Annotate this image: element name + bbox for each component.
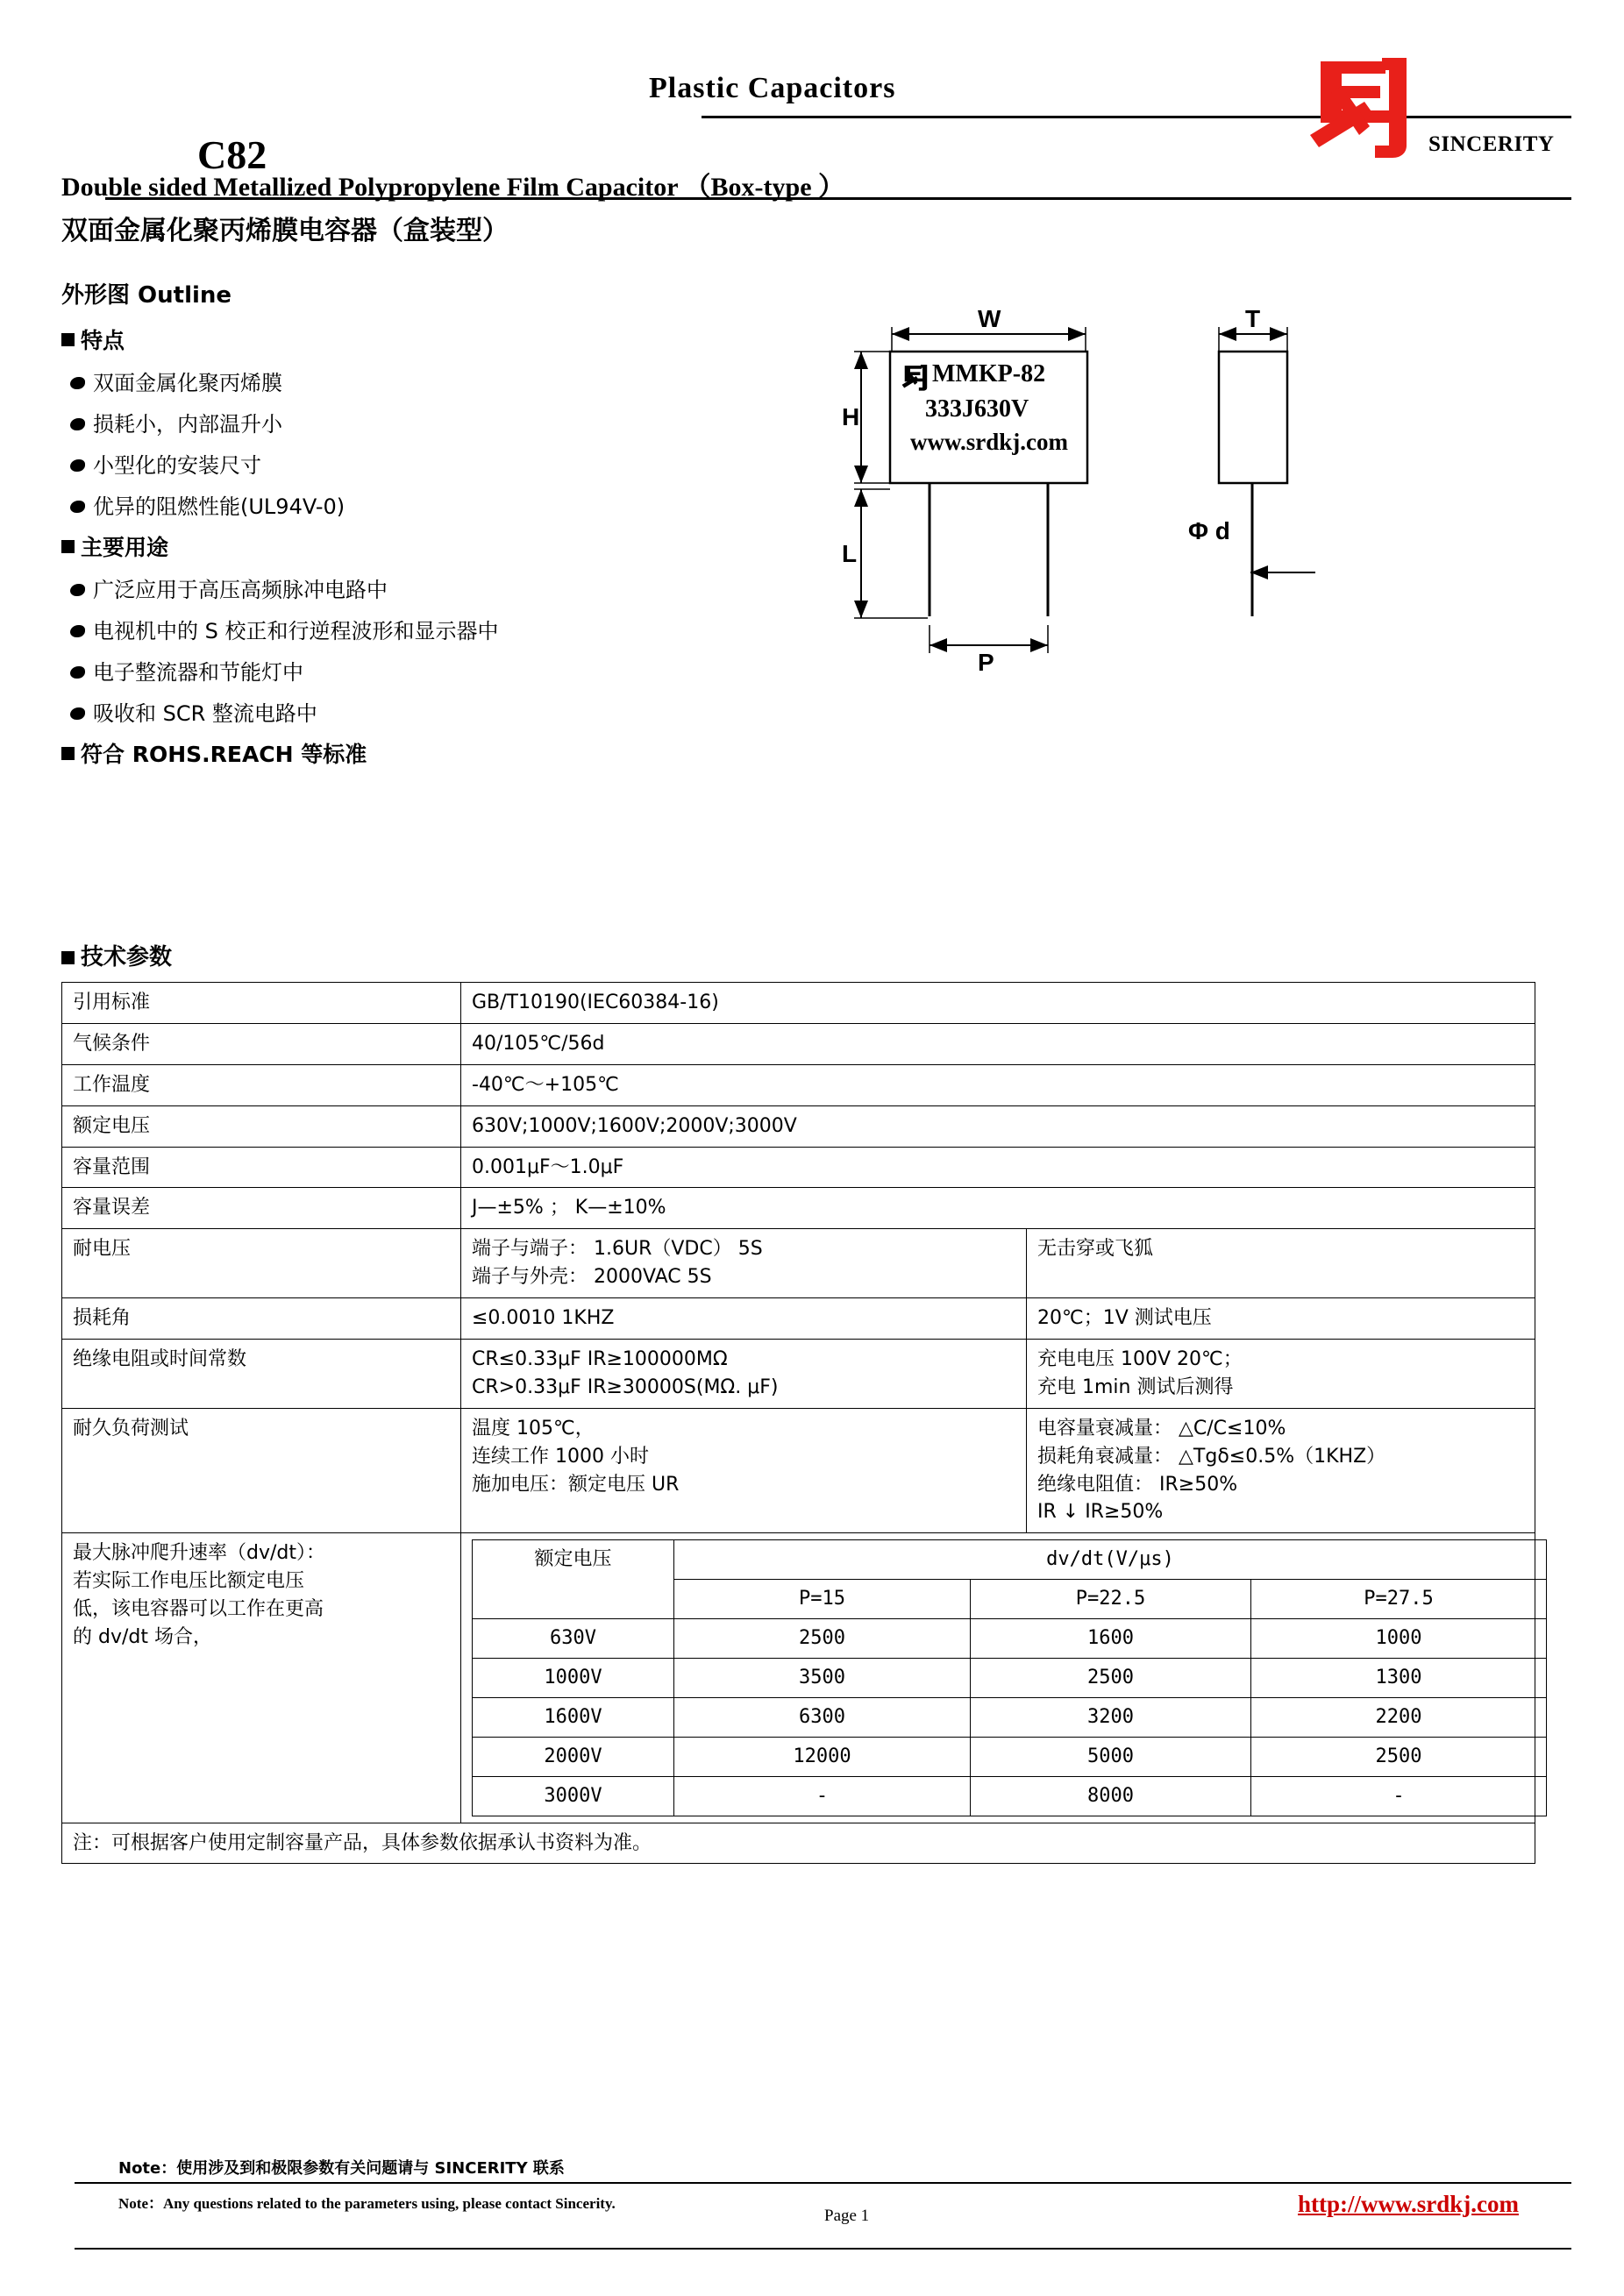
dvdt-p15: 6300 [674,1697,971,1737]
compliance-heading-text: 符合 ROHS.REACH 等标准 [81,742,367,767]
square-bullet-icon [61,540,75,553]
list-item [70,448,780,479]
endurance-note2: 损耗角衰减量： △Tgδ≤0.5%（1KHZ） [1037,1445,1386,1468]
svg-text:W: W [978,309,1001,332]
row-value [461,1229,1027,1298]
list-item-label: 损耗小，内部温升小 [93,412,282,437]
oval-bullet-icon [70,459,85,472]
dvdt-row [473,1619,1547,1659]
row-label: 损耗角 [62,1298,461,1340]
endurance-line2: 连续工作 1000 小时 [472,1445,649,1468]
table-row [62,1105,1535,1147]
dvdt-label-line3: 低，该电容器可以工作在更高 [73,1598,324,1621]
row-note [1027,1340,1535,1409]
dvdt-row [473,1737,1547,1776]
row-value: -40℃～+105℃ [461,1064,1535,1105]
table-row-endurance [62,1408,1535,1533]
oval-bullet-icon [70,584,85,596]
list-item [70,407,780,437]
oval-bullet-icon [70,418,85,430]
row-label: 额定电压 [62,1105,461,1147]
dvdt-voltage: 2000V [473,1737,674,1776]
square-bullet-icon [61,333,75,346]
specifications-table [61,982,1535,1864]
oval-bullet-icon [70,666,85,679]
page-header [53,35,1571,177]
dvdt-label [62,1533,461,1823]
svg-text:Φ d: Φ d [1188,517,1230,544]
list-item-label: 吸收和 SCR 整流电路中 [93,701,317,726]
footer-url[interactable]: http://www.srdkj.com [1297,2191,1519,2217]
dvdt-row [473,1776,1547,1816]
row-label: 引用标准 [62,983,461,1024]
table-row-insulation [62,1340,1535,1409]
table-row [62,1147,1535,1188]
dvdt-p15: 3500 [674,1659,971,1698]
drawing-part-line2: 333J630V [925,395,1029,423]
insulation-note2: 充电 1min 测试后测得 [1037,1375,1234,1398]
compliance-heading [61,737,780,769]
list-item [70,614,780,644]
list-item-label: 小型化的安装尺寸 [93,453,261,478]
endurance-note3: 绝缘电阻值： IR≥50% [1037,1473,1238,1496]
row-value: 40/105℃/56d [461,1023,1535,1064]
sincerity-logo-icon [1301,54,1564,164]
page-number: Page 1 [824,2207,870,2225]
footer-rule-top [75,2182,1571,2184]
tech-heading-text: 技术参数 [81,944,173,970]
dvdt-voltage: 1000V [473,1659,674,1698]
dvdt-p225: 1600 [971,1619,1251,1659]
dvdt-p225: 2500 [971,1659,1251,1698]
row-label: 气候条件 [62,1023,461,1064]
row-value: 0.001μF～1.0μF [461,1147,1535,1188]
table-footnote: 注：可根据客户使用定制容量产品，具体参数依据承认书资料为准。 [62,1823,1535,1864]
row-value [461,1340,1027,1409]
dvdt-p275: 1300 [1251,1659,1547,1698]
square-bullet-icon [61,951,75,964]
dvdt-p225: 8000 [971,1776,1251,1816]
dvdt-header-row [473,1540,1547,1580]
dvdt-p225: 3200 [971,1697,1251,1737]
drawing-part-line3: www.srdkj.com [910,429,1068,455]
row-label: 容量范围 [62,1147,461,1188]
dvdt-p15: 12000 [674,1737,971,1776]
row-label: 工作温度 [62,1064,461,1105]
brand-name: SINCERITY [1428,132,1555,156]
insulation-line1: CR≤0.33μF IR≥100000MΩ [472,1348,728,1371]
dvdt-p275: - [1251,1776,1547,1816]
withstand-line1: 端子与端子： 1.6UR（VDC） 5S [472,1238,763,1261]
dvdt-subheader-p275: P=27.5 [1251,1580,1547,1619]
row-note: 无击穿或飞狐 [1027,1229,1535,1298]
table-row-dvdt [62,1533,1535,1823]
dvdt-subtable-cell [461,1533,1535,1823]
table-row [62,1188,1535,1229]
square-bullet-icon [61,747,75,760]
list-item [70,572,780,603]
drawing-part-line1: MMKP-82 [932,360,1046,387]
insulation-line2: CR>0.33μF IR≥30000S(MΩ. μF) [472,1375,779,1398]
list-item [70,696,780,727]
features-heading-text: 特点 [81,328,125,353]
outline-drawing [842,309,1456,871]
row-label: 耐电压 [62,1229,461,1298]
dvdt-group-header: dv/dt(V/μs) [674,1540,1547,1580]
dvdt-p275: 2200 [1251,1697,1547,1737]
dvdt-p15: 2500 [674,1619,971,1659]
list-item [70,366,780,396]
oval-bullet-icon [70,377,85,389]
insulation-note1: 充电电压 100V 20℃； [1037,1348,1243,1371]
dvdt-p275: 2500 [1251,1737,1547,1776]
table-row [62,1064,1535,1105]
svg-text:L: L [842,540,858,567]
list-item-label: 广泛应用于高压高频脉冲电路中 [93,578,388,602]
dvdt-table [472,1539,1547,1816]
endurance-note1: 电容量衰减量： △C/C≤10% [1037,1417,1286,1439]
footer-note-cn: Note：使用涉及到和极限参数有关问题请与 SINCERITY 联系 [118,2159,565,2178]
endurance-line3: 施加电压：额定电压 UR [472,1473,680,1496]
row-label: 耐久负荷测试 [62,1408,461,1533]
footer-note-en: Note：Any questions related to the parameters using, please contact Sincerity. [118,2195,616,2212]
list-item [70,655,780,686]
table-row [62,983,1535,1024]
row-label: 绝缘电阻或时间常数 [62,1340,461,1409]
features-column [61,318,780,776]
row-label: 容量误差 [62,1188,461,1229]
list-item-label: 优异的阻燃性能(UL94V-0) [93,494,345,519]
dvdt-subheader-p15: P=15 [674,1580,971,1619]
row-value: J—±5% ； K—±10% [461,1188,1535,1229]
product-code: C82 [197,132,267,177]
row-value: ≤0.0010 1KHZ [461,1298,1027,1340]
oval-bullet-icon [70,501,85,513]
row-value: 630V;1000V;1600V;2000V;3000V [461,1105,1535,1147]
list-item-label: 电子整流器和节能灯中 [93,660,303,685]
header-title: Plastic Capacitors [649,72,896,104]
svg-text:H: H [842,403,860,430]
dvdt-voltage: 630V [473,1619,674,1659]
title-english: Double sided Metallized Polypropylene Film Capacitor （Box-type ） [61,173,845,202]
footer-rule-bottom [75,2248,1571,2250]
row-value: GB/T10190(IEC60384-16) [461,983,1535,1024]
outline-heading: 外形图 Outline [61,282,232,309]
header-rule-bottom [105,197,1571,200]
list-item [70,489,780,520]
tech-heading [61,939,1624,971]
applications-heading [61,530,780,562]
dvdt-p225: 5000 [971,1737,1251,1776]
dvdt-label-line4: 的 dv/dt 场合， [73,1626,212,1649]
dvdt-row [473,1659,1547,1698]
dvdt-label-line2: 若实际工作电压比额定电压 [73,1570,305,1593]
table-footnote-row [62,1823,1535,1864]
table-row-withstand [62,1229,1535,1298]
oval-bullet-icon [70,625,85,637]
content-columns [0,309,1624,923]
dvdt-subheader-p225: P=22.5 [971,1580,1251,1619]
title-block [61,165,1624,247]
dvdt-p275: 1000 [1251,1619,1547,1659]
features-heading [61,323,780,355]
table-row [62,1023,1535,1064]
dvdt-voltage: 1600V [473,1697,674,1737]
oval-bullet-icon [70,707,85,720]
table-row-tan-delta [62,1298,1535,1340]
withstand-line2: 端子与外壳： 2000VAC 5S [472,1266,712,1289]
dvdt-p15: - [674,1776,971,1816]
applications-heading-text: 主要用途 [81,535,169,560]
row-note [1027,1408,1535,1533]
endurance-line1: 温度 105℃， [472,1417,595,1439]
dvdt-label-line1: 最大脉冲爬升速率（dv/dt）： [73,1542,325,1565]
dvdt-row [473,1697,1547,1737]
endurance-note4: IR ↓ IR≥50% [1037,1501,1164,1524]
dvdt-voltage-header: 额定电压 [473,1540,674,1619]
dvdt-voltage: 3000V [473,1776,674,1816]
row-value [461,1408,1027,1533]
svg-text:T: T [1245,309,1261,332]
row-note: 20℃；1V 测试电压 [1027,1298,1535,1340]
svg-text:P: P [978,649,994,676]
page-footer [53,2156,1571,2261]
title-chinese: 双面金属化聚丙烯膜电容器（盒装型） [61,216,509,246]
list-item-label: 电视机中的 S 校正和行逆程波形和显示器中 [93,619,499,643]
list-item-label: 双面金属化聚丙烯膜 [93,371,282,395]
